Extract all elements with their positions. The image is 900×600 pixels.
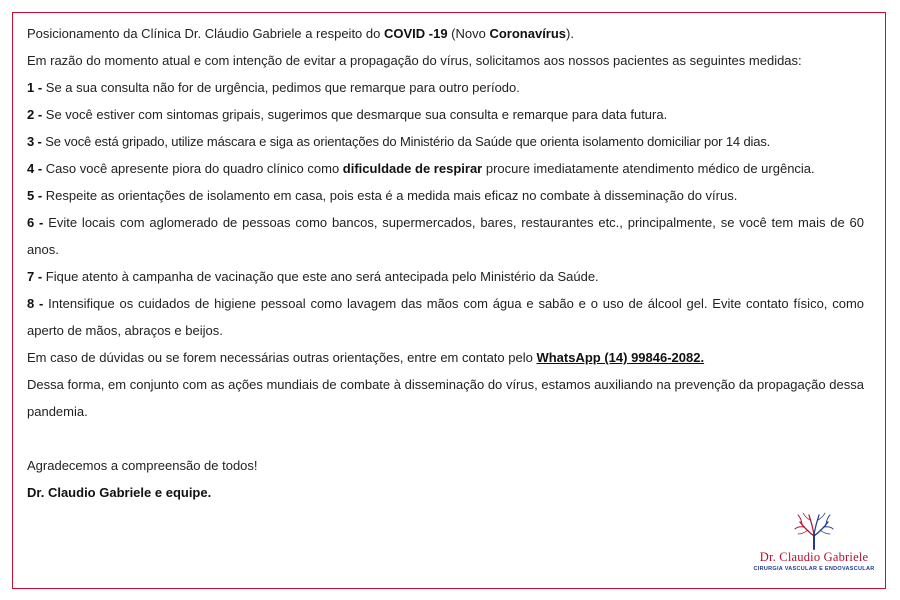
measure-item-5: 5 - Respeite as orientações de isolamento em casa, pois esta é a medida mais eficaz no combate à disseminação do vírus. bbox=[27, 188, 738, 203]
signature: Dr. Claudio Gabriele e equipe. bbox=[27, 485, 212, 500]
covid-label: COVID -19 bbox=[383, 26, 448, 41]
whatsapp-link[interactable]: WhatsApp (14) 99846-2082. bbox=[536, 350, 705, 365]
clinic-logo bbox=[752, 512, 876, 578]
closing-paragraph: Dessa forma, em conjunto com as ações mundiais de combate à disseminação do vírus, estamos auxiliando na prevenção da propagação dessa pandemia. bbox=[27, 377, 864, 419]
measure-item-2: 2 - Se você estiver com sintomas gripais, sugerimos que desmarque sua consulta e remarque para data futura. bbox=[27, 107, 668, 122]
measure-item-4: 4 - Caso você apresente piora do quadro clínico como dificuldade de respirar procure imediatamente atendimento médico de urgência. bbox=[27, 161, 815, 176]
measure-item-8: 8 - Intensifique os cuidados de higiene pessoal como lavagem das mãos com água e sabão e o uso de álcool gel. Evite contato físico, como aperto de mãos, abraços e beijos. bbox=[27, 296, 865, 338]
measure-item-7: 7 - Fique atento à campanha de vacinação que este ano será antecipada pelo Ministério da Saúde. bbox=[27, 269, 599, 284]
thanks-text: Agradecemos a compreensão de todos! bbox=[27, 458, 258, 473]
logo-name: Dr. Claudio Gabriele bbox=[759, 550, 869, 564]
spacer bbox=[27, 425, 864, 452]
measure-item-1: 1 - Se a sua consulta não for de urgência, pedimos que remarque para outro período. bbox=[27, 80, 520, 95]
vascular-tree-icon bbox=[792, 512, 836, 550]
measure-item-3: 3 - Se você está gripado, utilize máscara e siga as orientações do Ministério da Saúde que orienta isolamento domiciliar por 14 dias. bbox=[27, 134, 771, 149]
intro-paragraph: Posicionamento da Clínica Dr. Cláudio Gabriele a respeito do COVID -19 (Novo Coronavírus). bbox=[27, 26, 574, 41]
measure-item-6: 6 - Evite locais com aglomerado de pessoas como bancos, supermercados, bares, restaurantes etc., principalmente, se você tem mais de 60 anos. bbox=[27, 215, 865, 257]
logo-subtitle: CIRURGIA VASCULAR E ENDOVASCULAR bbox=[753, 566, 875, 572]
contact-paragraph: Em caso de dúvidas ou se forem necessárias outras orientações, entre em contato pelo WhatsApp (14) 99846-2082. bbox=[27, 350, 705, 365]
lead-paragraph: Em razão do momento atual e com intenção de evitar a propagação do vírus, solicitamos aos nossos pacientes as seguintes medidas: bbox=[27, 53, 802, 68]
coronavirus-label: Coronavírus bbox=[489, 26, 567, 41]
breathing-difficulty-label: dificuldade de respirar bbox=[342, 161, 483, 176]
notice-body bbox=[27, 20, 864, 506]
